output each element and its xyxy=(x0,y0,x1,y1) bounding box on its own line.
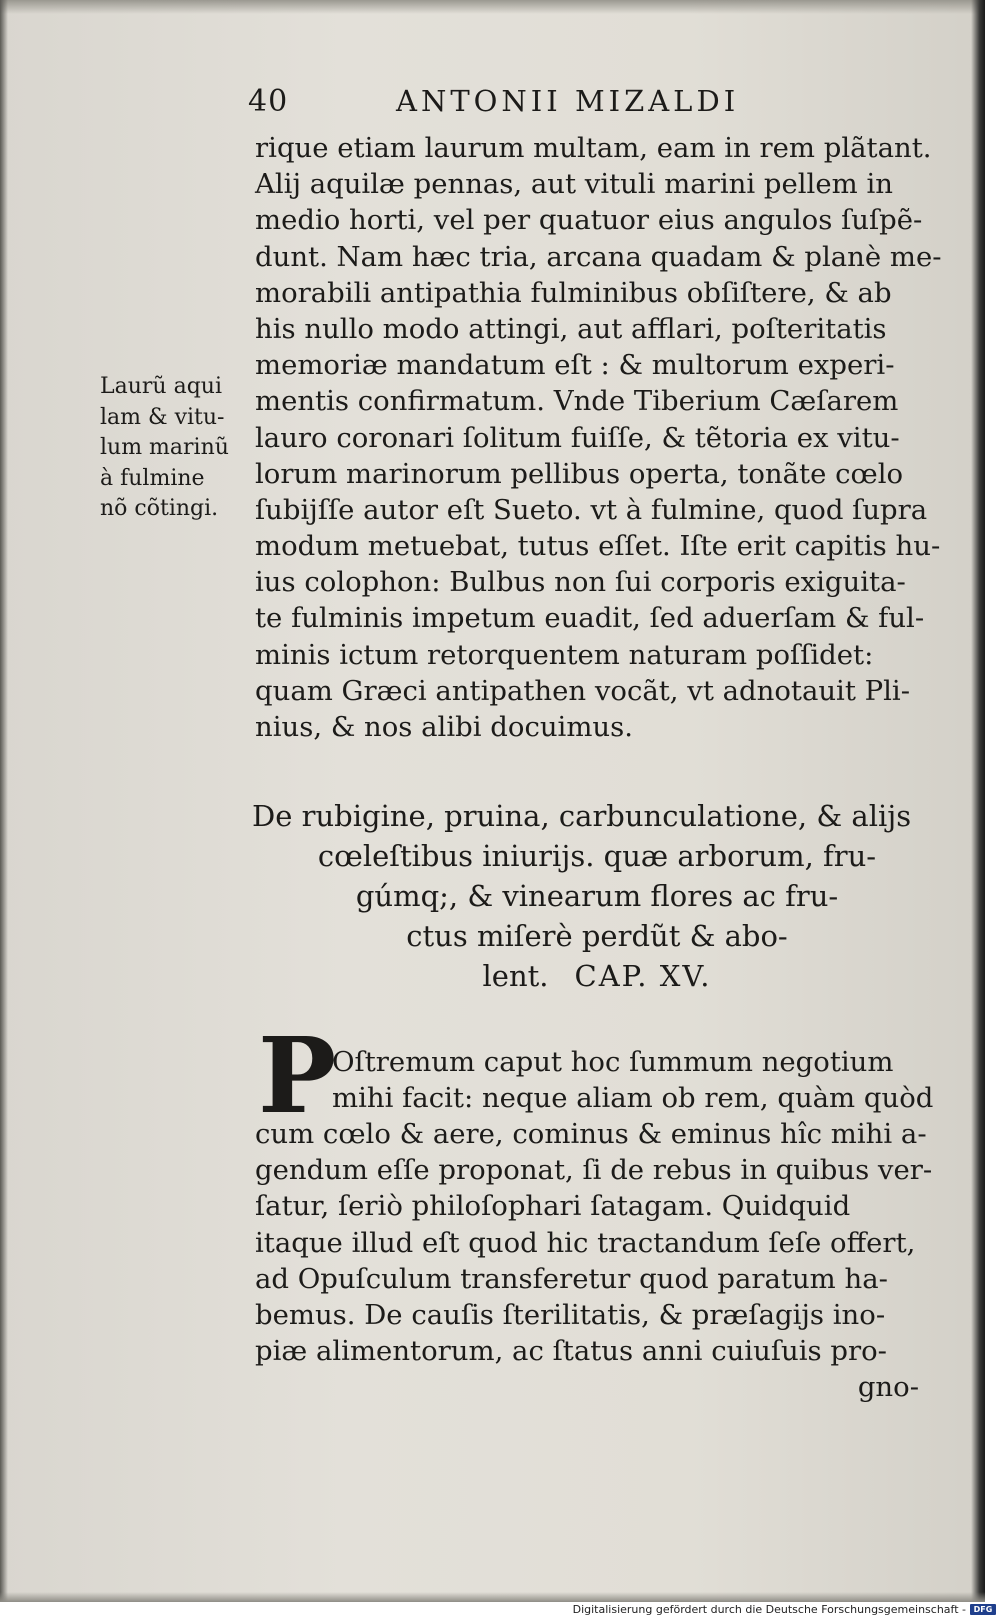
text-line: medio horti, vel per quatuor eius angulos ſuſpẽ- xyxy=(255,204,923,237)
footer-credit: Digitalisierung gefördert durch die Deutsche Forschungsgemeinschaft - xyxy=(572,1603,966,1616)
margin-note xyxy=(100,372,250,525)
catchword: gno- xyxy=(857,1371,919,1404)
text-line: Alij aquilæ pennas, aut vituli marini pellem in xyxy=(255,168,893,201)
margin-note-line: lam & vitu- xyxy=(100,404,225,430)
page-top-shadow xyxy=(0,0,985,14)
margin-note-line: nõ cõtingi. xyxy=(100,496,219,521)
heading-line-last xyxy=(252,956,942,996)
text-line: mihi facit: neque aliam ob rem, quàm quòd xyxy=(332,1082,934,1115)
text-line: bemus. De cauſis ſterilitatis, & præſagijs ino- xyxy=(255,1298,886,1331)
running-head: ANTONII MIZALDI xyxy=(396,84,740,118)
page-left-shadow xyxy=(0,0,8,1602)
margin-note-line: Laurũ aqui xyxy=(100,374,222,399)
text-line: ſubijſſe autor eſt Sueto. vt à fulmine, quod ſupra xyxy=(255,493,928,526)
heading-line: cœleſtibus iniurijs. quæ arborum, fru- xyxy=(317,839,877,873)
paragraph-body xyxy=(255,1116,945,1406)
page-bottom-shadow xyxy=(0,1592,985,1602)
text-line: piæ alimentorum, ac ſtatus anni cuiuſuis pro- xyxy=(255,1335,887,1368)
drop-cap: P xyxy=(258,1014,337,1137)
heading-line: lent. xyxy=(482,959,549,993)
chapter-heading xyxy=(252,796,942,996)
margin-note-line: lum marinũ xyxy=(100,435,229,460)
digitization-footer xyxy=(0,1602,1000,1618)
text-line: lauro coronari ſolitum fuiſſe, & tẽtoria ex vitu- xyxy=(255,421,900,454)
text-line: nius, & nos alibi docuimus. xyxy=(255,711,633,743)
text-line: ius colophon: Bulbus non ſui corporis exiguita- xyxy=(255,566,906,599)
text-line: ſatur, ſeriò philoſophari ſatagam. Quidquid xyxy=(255,1190,851,1223)
chapter-label: CAP. XV. xyxy=(574,959,712,993)
text-line: memoriæ mandatum eſt : & multorum experi- xyxy=(255,349,895,382)
text-line: morabili antipathia fulminibus obſiſtere, & ab xyxy=(255,276,892,309)
text-line: modum metuebat, tutus eſſet. Iſte erit capitis hu- xyxy=(255,530,941,563)
heading-line: De rubigine, pruina, carbunculatione, & alijs xyxy=(252,799,912,833)
text-line: mentis confirmatum. Vnde Tiberium Cæſarem xyxy=(255,385,899,418)
text-line: itaque illud eſt quod hic tractandum ſeſe offert, xyxy=(255,1226,916,1259)
text-line: Oſtremum caput hoc ſummum negotium xyxy=(332,1046,894,1078)
page-number: 40 xyxy=(248,84,289,119)
dfg-logo-text: DFG xyxy=(973,1605,993,1614)
text-line: his nullo modo attingi, aut afflari, poſteritatis xyxy=(255,312,887,345)
dfg-logo-icon xyxy=(970,1604,996,1615)
margin-note-line: à fulmine xyxy=(100,465,205,491)
text-line: dunt. Nam hæc tria, arcana quadam & planè me- xyxy=(255,240,942,273)
text-line: ad Opuſculum transferetur quod paratum ha- xyxy=(255,1262,888,1295)
text-line: te fulminis impetum euadit, ſed aduerſam & ful- xyxy=(255,602,925,635)
page-header xyxy=(248,84,808,124)
text-line: cum cœlo & aere, cominus & eminus hîc mihi a- xyxy=(255,1118,927,1150)
text-line: lorum marinorum pellibus operta, tonãte cœlo xyxy=(255,457,904,490)
text-line: gendum eſſe proponat, ſi de rebus in quibus ver- xyxy=(255,1154,933,1187)
body-text xyxy=(255,130,945,745)
heading-line: ctus miſerè perdũt & abo- xyxy=(406,919,788,953)
text-line: minis ictum retorquentem naturam poſſidet: xyxy=(255,638,874,671)
text-line: quam Græci antipathen vocãt, vt adnotauit Pli- xyxy=(255,674,911,707)
paragraph-opening xyxy=(332,1044,946,1116)
heading-line: gúmq;, & vinearum flores ac fru- xyxy=(355,879,839,913)
text-line: rique etiam laurum multam, eam in rem plãtant. xyxy=(255,132,932,164)
page-edge-shadow xyxy=(971,0,985,1602)
